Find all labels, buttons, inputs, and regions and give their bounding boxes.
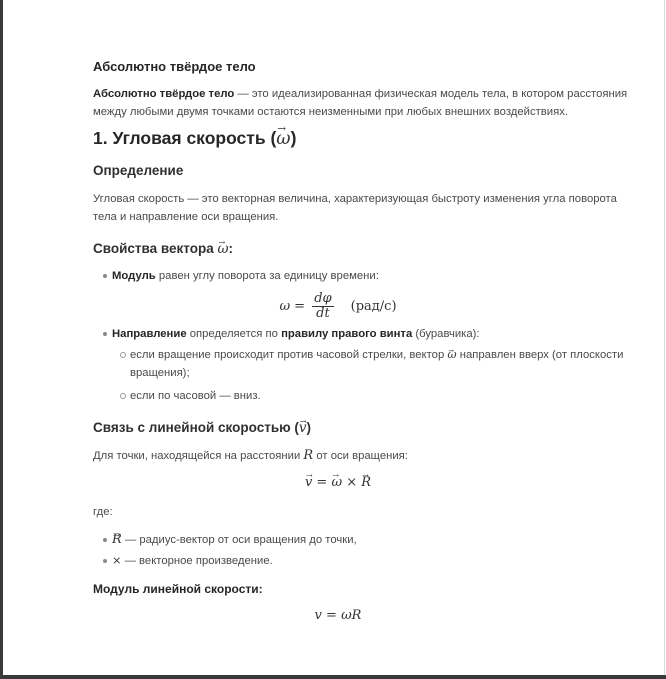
item2-text: — векторное произведение. [121,555,273,567]
formula-angular-velocity [93,292,583,321]
formula-lhs: v [314,608,322,623]
left-border [0,0,3,679]
formula-lhs: ω [279,298,291,314]
fraction-numerator: dφ [314,291,332,306]
modulus-text: равен углу поворота за единицу времени: [155,270,379,282]
v-vector-symbol: → v [305,475,312,490]
formula-eq: = [290,298,310,314]
omega-vector-symbol: → ω [331,475,342,490]
intro-line2: между любыми двумя точками остаются неизменными при любых внешних воздействиях. [93,106,568,118]
bottom-border [0,675,666,679]
intro-term: Абсолютно твёрдое тело [93,88,235,100]
right-border [664,0,665,679]
heading-text: 1. Угловая скорость ( [93,128,277,148]
omega-vector-symbol: → ω [447,346,456,364]
r-vector-symbol: → R [112,531,122,549]
direction-text1: определяется по [186,328,282,340]
intro-paragraph [93,85,627,121]
para-text1: Для точки, находящейся на расстоянии [93,450,304,462]
bullet-icon [103,274,107,278]
item1-text: — радиус-вектор от оси вращения до точки, [121,534,357,546]
sub2-text: если по часовой — вниз. [130,390,261,402]
intro-line1: — это идеализированная физическая модель тела, в котором расстояния [234,88,628,100]
r-symbol: R [303,448,314,463]
linear-modulus-heading: Модуль линейной скорости: [93,582,263,596]
formula-rhs: ωR [341,608,362,623]
formula-linear-modulus [93,607,583,623]
linear-paragraph [93,447,408,465]
circle-bullet-icon [120,352,126,358]
list-item-modulus [112,267,379,285]
direction-text2: (буравчика): [412,328,480,340]
r-vector-symbol: → R [361,475,371,490]
definition-heading: Определение [93,163,184,178]
heading-end: ) [306,420,312,435]
sub1-text2: направлен вверх (от плоскости [456,349,624,361]
sub-list-item-counterclockwise [130,346,623,382]
sub1-text1: если вращение происходит против часовой стрелки, вектор [130,349,448,361]
heading-end: : [228,241,234,256]
list-item-direction [112,325,480,343]
bullet-icon [103,538,107,542]
formula-unit: (рад/с) [350,298,397,314]
definition-line1: Угловая скорость — это векторная величина, характеризующая быстроту изменения угла поворота [93,193,617,205]
fraction [312,292,333,321]
formula-cross-product [93,474,583,490]
modulus-label: Модуль [112,270,156,282]
definition-line2: тела и направление оси вращения. [93,211,279,223]
heading-text: Связь с линейной скоростью ( [93,420,299,435]
formula-eq: = [321,608,342,623]
circle-bullet-icon [120,393,126,399]
where-label: где: [93,506,113,518]
list-item-cross-product [112,552,273,570]
cross-symbol: × [112,554,122,567]
sub1-line2: вращения); [130,367,190,379]
para-text2: от оси вращения: [313,450,408,462]
omega-vector-symbol: → ω [276,129,290,149]
linear-velocity-heading [93,420,311,436]
fraction-denominator: dt [316,306,330,321]
direction-label: Направление [112,328,187,340]
direction-rule: правилу правого винта [281,328,413,340]
bullet-icon [103,559,107,563]
formula-eq: = [312,475,332,490]
heading-text: Свойства вектора [93,241,218,256]
section-heading-angular-velocity [93,128,296,149]
omega-vector-symbol: → ω [218,241,229,257]
list-item-radius-vector [112,531,357,549]
properties-heading [93,241,233,257]
heading-end: ) [290,128,297,148]
document-title: Абсолютно твёрдое тело [93,59,256,74]
bullet-icon [103,332,107,336]
v-vector-symbol: → v [299,420,307,436]
sub-list-item-clockwise [130,387,261,405]
cross-symbol: × [342,475,362,490]
definition-paragraph [93,190,617,226]
